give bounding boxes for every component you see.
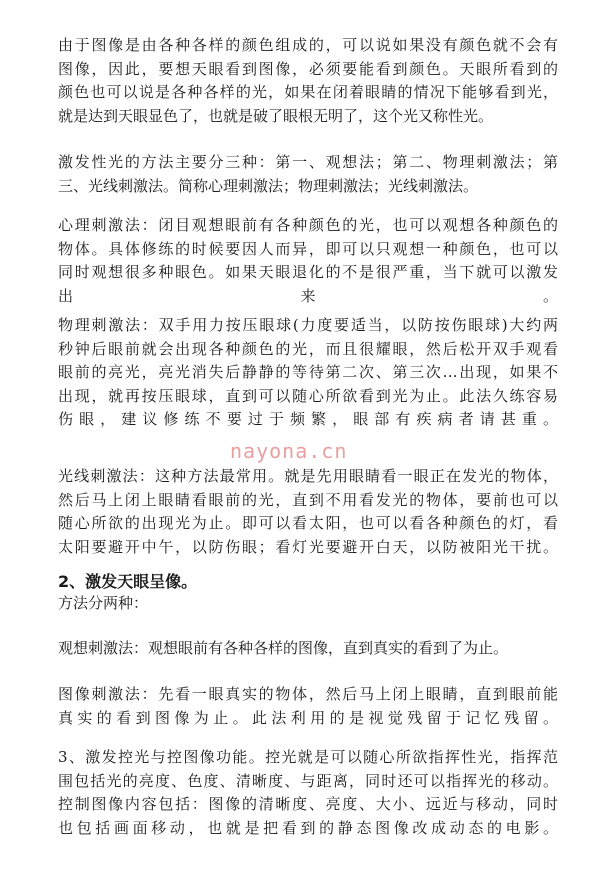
- text-line: 观想刺激法：观想眼前有各种各样的图像，直到真实的看到了为止。: [58, 639, 509, 657]
- text-line: 激发性光的方法主要分三种：第一、观想法；第二、物理刺激法；第: [58, 153, 558, 171]
- paragraph-5: [58, 465, 558, 559]
- text-line: 3、激发控光与控图像功能。控光就是可以随心所欲指挥性光，指挥范: [58, 748, 558, 766]
- text-line: 物理刺激法：双手用力按压眼球(力度要适当，以防按伤眼球)大约两: [58, 316, 558, 334]
- text-line: 也包括画面移动，也就是把看到的静态图像改成动态的电影。: [58, 818, 558, 837]
- text-line: 秒钟后眼前就会出现各种颜色的光，而且很耀眼，然后松开双手观看: [58, 339, 558, 358]
- paragraph-4: [58, 314, 558, 432]
- text-line: 三、光线刺激法。简称心理刺激法；物理刺激法；光线刺激法。: [58, 176, 479, 195]
- text-line: 物体。具体修练的时候要因人而异，即可以只观想一种颜色，也可以: [58, 239, 558, 258]
- text-line: 同时观想很多种眼色。如果天眼退化的不是很严重，当下就可以激发: [58, 263, 558, 281]
- text-line: 颜色也可以说是各种各样的光，如果在闭着眼睛的情况下能够看到光，: [58, 83, 558, 101]
- paragraph-7: [58, 637, 558, 661]
- text-line: 伤眼，建议修练不要过于频繁，眼部有疾病者请甚重。: [58, 410, 558, 428]
- text-line: 图像，因此，要想天眼看到图像，必须要能看到颜色。天眼所看到的: [58, 59, 558, 78]
- text-line: 心理刺激法：闭目观想眼前有各种颜色的光，也可以观想各种颜色的: [58, 216, 558, 234]
- paragraph-9: [58, 746, 558, 840]
- text-line: 出 来 。: [58, 286, 558, 305]
- text-line: 就是达到天眼显色了，也就是破了眼根无明了，这个光又称性光。: [58, 106, 494, 125]
- text-line: 真实的看到图像为止。此法利用的是视觉残留于记忆残留。: [58, 708, 558, 727]
- text-line: 出现，就再按压眼球，直到可以随心所欲看到光为止。此法久练容易: [58, 386, 558, 405]
- text-line: 图像刺激法：先看一眼真实的物体，然后马上闭上眼睛，直到眼前能: [58, 685, 558, 703]
- paragraph-1: [58, 34, 558, 128]
- text-line: 由于图像是由各种各样的颜色组成的，可以说如果没有颜色就不会有: [58, 36, 558, 54]
- text-line: 围包括光的亮度、色度、清晰度、与距离，同时还可以指挥光的移动。: [58, 771, 558, 790]
- watermark: nayona.cn: [230, 439, 348, 463]
- paragraph-6: [58, 592, 558, 616]
- text-line: 随心所欲的出现光为止。即可以看太阳，也可以看各种颜色的灯，看: [58, 514, 558, 532]
- text-line: 控制图像内容包括：图像的清晰度、亮度、大小、远近与移动，同时: [58, 795, 558, 813]
- paragraph-3: [58, 214, 558, 308]
- text-line: 太阳要避开中午，以防伤眼；看灯光要避开白天，以防被阳光干扰。: [58, 537, 558, 556]
- section-heading: 2、激发天眼呈像。: [58, 572, 198, 591]
- paragraph-8: [58, 683, 558, 730]
- text-line: 然后马上闭上眼睛看眼前的光，直到不用看发光的物体，要前也可以: [58, 490, 558, 509]
- text-line: 方法分两种：: [58, 594, 149, 612]
- text-line: 眼前的亮光，亮光消失后静静的等待第二次、第三次…出现，如果不: [58, 363, 558, 381]
- paragraph-2: [58, 151, 558, 198]
- text-line: 光线刺激法：这种方法最常用。就是先用眼睛看一眼正在发光的物体，: [58, 467, 558, 485]
